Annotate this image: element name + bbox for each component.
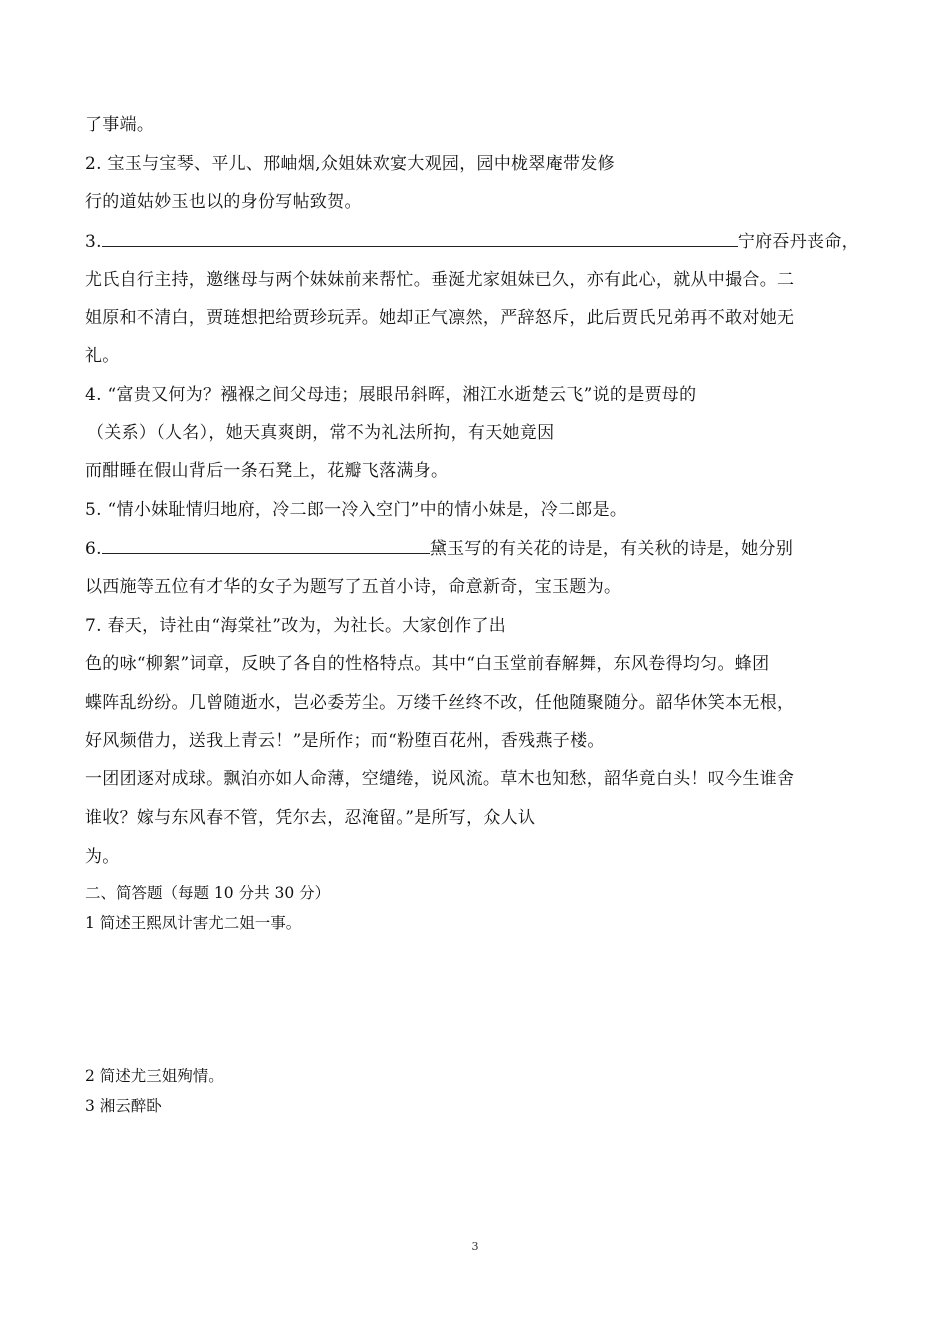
question-7-line-3: 蝶阵乱纷纷。几曾随逝水，岂必委芳尘。万缕千丝终不改，任他随聚随分。韶华休笑本无根， bbox=[85, 693, 795, 713]
question-6-text: 黛玉写的有关花的诗是，有关秋的诗是，她分别 bbox=[429, 539, 794, 559]
question-7-line-5: 一团团逐对成球。飘泊亦如人命薄，空缱绻，说风流。草木也知愁，韶华竟白头！叹今生谁舍 bbox=[85, 769, 795, 789]
question-7-line-7: 为。 bbox=[85, 847, 120, 867]
question-5-line-1: 5. “情小妹耻情归地府，冷二郎一冷入空门”中的情小妹是，冷二郎是。 bbox=[85, 500, 628, 520]
question-4-line-3: 而酣睡在假山背后一条石凳上，花瓣飞落满身。 bbox=[85, 461, 449, 481]
question-3-line-4: 礼。 bbox=[85, 346, 120, 366]
question-6-line-2: 以西施等五位有才华的女子为题写了五首小诗，命意新奇，宝玉题为。 bbox=[85, 577, 622, 597]
question-4-line-1: 4. “富贵又何为？襁褓之间父母违；展眼吊斜晖，湘江水逝楚云飞”说的是贾母的 bbox=[85, 385, 697, 405]
question-6-line-1 bbox=[85, 536, 793, 561]
question-4-line-2: （关系）（人名），她天真爽朗，常不为礼法所拘，有天她竟因 bbox=[87, 423, 555, 443]
question-7-line-2: 色的咏“柳絮”词章，反映了各自的性格特点。其中“白玉堂前春解舞，东风卷得均匀。蜂团 bbox=[85, 654, 770, 674]
question-3-text: 宁府吞丹丧命， bbox=[737, 232, 859, 252]
question-2-line-1: 2. 宝玉与宝琴、平儿、邢岫烟,众姐妹欢宴大观园，园中栊翠庵带发修 bbox=[85, 154, 615, 174]
section-2-heading: 二、简答题（每题 10 分共 30 分） bbox=[85, 884, 331, 902]
section-2-item-1: 1 简述王熙凤计害尤二姐一事。 bbox=[85, 914, 302, 932]
question-7-line-6: 谁收？嫁与东风春不管，凭尔去，忍淹留。”是所写，众人认 bbox=[85, 808, 536, 828]
question-7-line-4: 好风频借力，送我上青云！”是所作；而“粉堕百花州，香残燕子楼。 bbox=[85, 731, 605, 751]
question-1-tail: 了事端。 bbox=[85, 115, 155, 135]
question-3-number: 3. bbox=[85, 232, 102, 252]
question-7-line-1: 7. 春天，诗社由“海棠社”改为，为社长。大家创作了出 bbox=[85, 616, 507, 636]
question-3-line-3: 姐原和不清白，贾琏想把给贾珍玩弄。她却正气凛然，严辞怒斥，此后贾氏兄弟再不敢对她无 bbox=[85, 308, 795, 328]
question-3-line-1 bbox=[85, 229, 859, 254]
answer-blank bbox=[102, 536, 430, 554]
section-2-item-3: 3 湘云醉卧 bbox=[85, 1097, 162, 1115]
answer-blank bbox=[102, 229, 738, 247]
question-2-line-2: 行的道姑妙玉也以的身份写帖致贺。 bbox=[85, 192, 362, 212]
section-2-item-2: 2 简述尤三姐殉情。 bbox=[85, 1067, 224, 1085]
page-number: 3 bbox=[471, 1240, 479, 1253]
question-3-line-2: 尤氏自行主持，邀继母与两个妹妹前来帮忙。垂涎尤家姐妹已久，亦有此心，就从中撮合。二 bbox=[85, 270, 795, 290]
question-6-number: 6. bbox=[85, 539, 102, 559]
